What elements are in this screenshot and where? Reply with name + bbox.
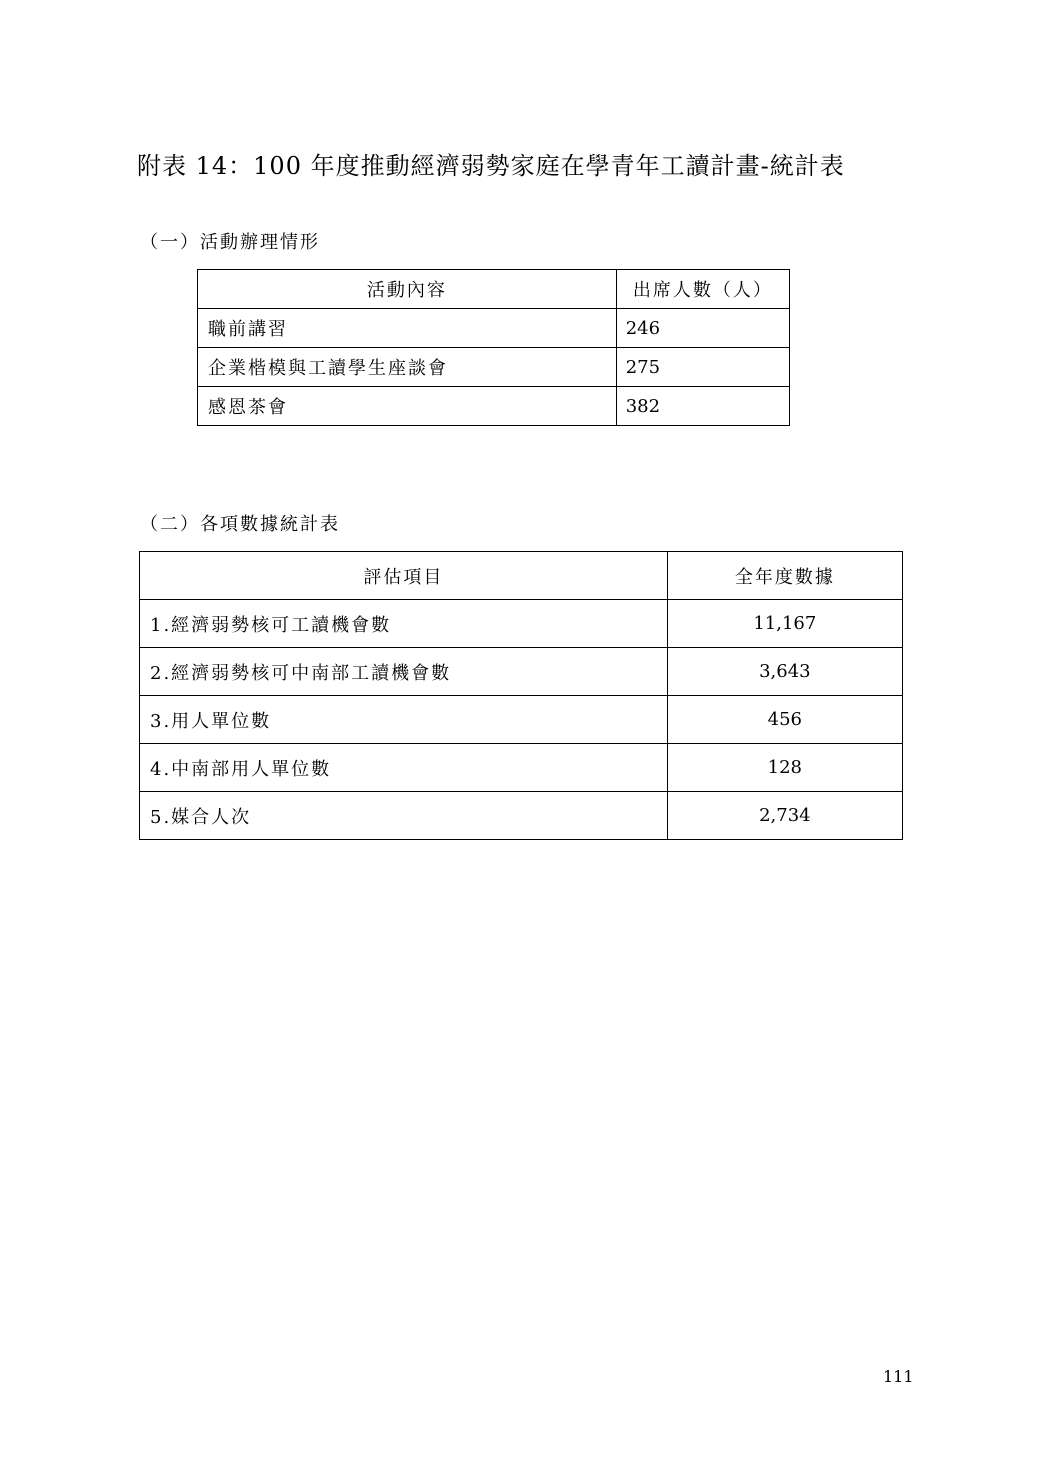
- table-header-row: [198, 270, 790, 309]
- statistics-table: [139, 551, 903, 840]
- attendance-cell: 246: [616, 309, 789, 348]
- table-header-row: [140, 552, 903, 600]
- section-heading-statistics: （二）各項數據統計表: [140, 514, 340, 535]
- column-header-annual-value: 全年度數據: [667, 552, 902, 600]
- item-cell: 5.媒合人次: [140, 792, 668, 840]
- table-row: [198, 309, 790, 348]
- value-cell: 11,167: [667, 600, 902, 648]
- page-number: 111: [883, 1367, 914, 1386]
- activity-cell: 職前講習: [198, 309, 617, 348]
- table-row: [140, 648, 903, 696]
- item-cell: 4.中南部用人單位數: [140, 744, 668, 792]
- table-row: [198, 387, 790, 426]
- item-cell: 3.用人單位數: [140, 696, 668, 744]
- activity-cell: 感恩茶會: [198, 387, 617, 426]
- item-cell: 2.經濟弱勢核可中南部工讀機會數: [140, 648, 668, 696]
- table-row: [198, 348, 790, 387]
- activities-table: [197, 269, 790, 426]
- value-cell: 128: [667, 744, 902, 792]
- item-cell: 1.經濟弱勢核可工讀機會數: [140, 600, 668, 648]
- table-row: [140, 696, 903, 744]
- attendance-cell: 275: [616, 348, 789, 387]
- value-cell: 456: [667, 696, 902, 744]
- activity-cell: 企業楷模與工讀學生座談會: [198, 348, 617, 387]
- value-cell: 2,734: [667, 792, 902, 840]
- column-header-activity: 活動內容: [198, 270, 617, 309]
- table-row: [140, 792, 903, 840]
- page-title: 附表 14：100 年度推動經濟弱勢家庭在學青年工讀計畫-統計表: [137, 152, 845, 180]
- column-header-attendance: 出席人數（人）: [616, 270, 789, 309]
- table-row: [140, 744, 903, 792]
- value-cell: 3,643: [667, 648, 902, 696]
- table-row: [140, 600, 903, 648]
- section-heading-activities: （一）活動辦理情形: [140, 232, 320, 253]
- column-header-item: 評估項目: [140, 552, 668, 600]
- attendance-cell: 382: [616, 387, 789, 426]
